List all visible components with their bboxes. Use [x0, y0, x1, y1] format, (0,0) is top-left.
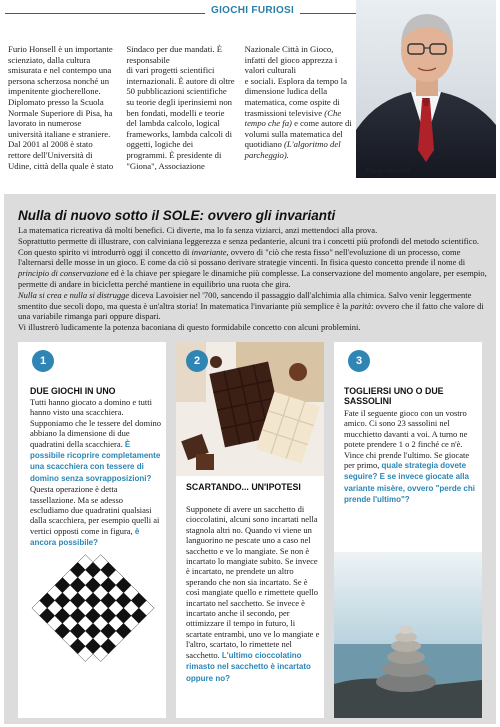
- puzzle-title: DUE GIOCHI IN UNO: [30, 386, 116, 396]
- puzzle-text: Supponete di avere un sacchetto di cioccolatini, alcuni sono incartati nella stagnola altri no. Quando vi viene un languorino ne pescate uno a caso nel sacchetto e ve lo mangiate. Se non è incartato lo mangiate subito. Se invece è incartato, ne prendete un altro sperando che non sia incartato. Se è così mangiate quello e rimettete quello incartato nel sacchetto. Se invece è incartato anche il secondo, per ottimizzare il tempo in futuro, li scartate entrambi, uno ve lo mangiate e l'altro, scartato, lo rimettete nel sacchetto. L'ultimo cioccolatino rimasto nel sacchetto è incartato oppure no?: [186, 504, 320, 683]
- puzzle-text: Tutti hanno giocato a domino e tutti hanno visto una scacchiera. Supponiamo che le tessere del domino abbiano la dimensione di due quadratini della scacchiera. È possibile ricoprire completamente una scacchiera con tessere di domino senza sovrapposizioni? Questa operazione è detta tassellazione. Ma se adesso escludiamo due quadratini qualsiasi dalla scacchiera, per esempio quelli ai vertici opposti come in figura, è ancora possibile?: [30, 397, 162, 548]
- puzzle-card-3: [334, 342, 482, 718]
- bio-col-3: e sociali. Esplora da tempo la dimensione ludica della matematica, come ospite di trasmissioni televisive (Che tempo che fa) e come autore di volumi sulla matematica del quotidiano (L'algoritmo del parcheggio).: [244, 75, 352, 160]
- article-paragraph-3: Nulla si crea e nulla si distrugge diceva Lavoisier nel '700, sancendo il passaggio dall'alchimia alla chimica. Salvo venir leggermente smentito due secoli dopo, ma questa è un'altra storia! In matematica l'invariante più semplice è la parità: ovvero che il fatto che valore di una variabile rimanga pari oppure dispari.: [18, 289, 484, 322]
- stacked-stones-photo: [334, 552, 482, 718]
- photo-caption: Furio Honsell: [366, 166, 411, 175]
- section-label: GIOCHI FURIOSI: [205, 5, 300, 16]
- article-paragraph-2: Soprattutto permette di illustrare, con calviniana leggerezza e senza pedanterie, alcuni tra i concetti più profondi del metodo scientifico. Con questo spirito vi introdurrò oggi il concetto di invariante, ovvero di "ciò che resta fisso" nell'evoluzione di un processo, come l'alternarsi delle mosse in un gioco. E come da ciò si possano derivare strategie vincenti. In fisica questo concetto prende il nome di principio di conservazione ed è la chiave per spiegare le dinamiche più complesse. La conservazione del momento angolare, per esempio, permette di andare in bicicletta perché mantiene in equilibrio una ruota che gira.: [18, 235, 487, 289]
- author-bio: [8, 44, 353, 184]
- puzzle-number-badge: 1: [32, 350, 54, 372]
- article-body: [18, 225, 488, 333]
- puzzle-title: SCARTANDO... UN'IPOTESI: [186, 482, 301, 492]
- chessboard-figure: [30, 542, 156, 668]
- puzzle-text: Fate il seguente gioco con un vostro amico. Ci sono 23 sassolini nel mucchietto davanti a voi. A turno ne potete prendere 1 o 2 finché ce n'è. Vince chi prende l'ultimo. Se giocate per primo, quale strategia dovete seguire? E se invece giocate alla variante misère, ovvero "perde chi prende l'ultimo"?: [344, 408, 475, 505]
- bio-col-1: Furio Honsell è un importante scienziato, dalla cultura smisurata e nel contempo una persona scherzosa nonché un impenitente giocherellone. Diplomato presso la Scuola Normale Superiore di Pisa, ha lavorato in numerose università italiane e straniere. Dal 2001 al 2008 è stato rettore dell'Università di Udine, città della quale è stato Sindaco per due mandati. È responsabile: [8, 44, 223, 171]
- bio-col-2: di vari progetti scientifici internazionali. È autore di oltre 50 pubblicazioni scientifiche su teorie degli iperinsiemi non ben fondati, modelli e teorie del lambda calcolo, logical frameworks, lambda calcoli di oggetti, logiche dei programmi. È presidente di "Giona", Associazione Nazionale Città in Gioco, infatti del gioco apprezza i valori culturali: [126, 44, 338, 171]
- puzzle-card-2: [176, 342, 324, 718]
- puzzle-number-badge: 3: [348, 350, 370, 372]
- article-paragraph-1: La matematica ricreativa dà molti benefici. Ci diverte, ma lo fa senza viziarci, anzi mettendoci alla prova.: [18, 225, 378, 235]
- puzzle-number-badge: 2: [186, 350, 208, 372]
- puzzle-card-1: [18, 342, 166, 718]
- article-paragraph-4: Vi illustrerò ludicamente la potenza baconiana di questo formidabile concetto con alcuni problemini.: [18, 322, 361, 333]
- puzzle-title: TOGLIERSI UNO O DUE SASSOLINI: [344, 386, 444, 406]
- article-headline: Nulla di nuovo sotto il SOLE: ovvero gli invarianti: [18, 208, 336, 223]
- portrait-photo: [356, 0, 496, 178]
- portrait-illustration: [356, 0, 496, 178]
